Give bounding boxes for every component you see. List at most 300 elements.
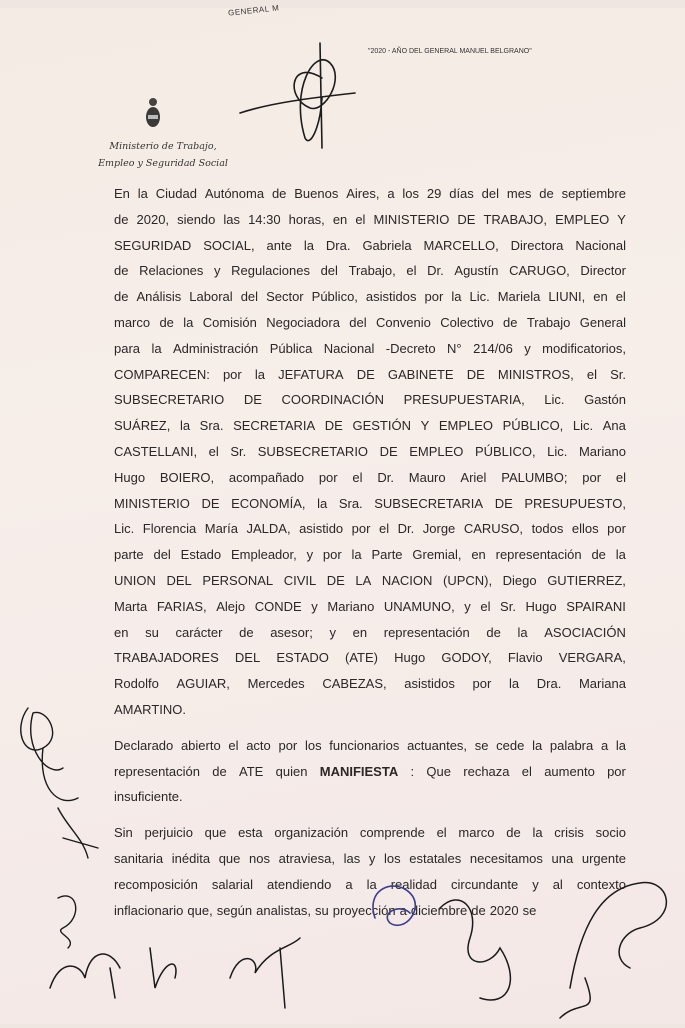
word: la bbox=[317, 495, 328, 511]
word: analistas, bbox=[256, 902, 312, 918]
word: de bbox=[114, 211, 129, 227]
text-line bbox=[114, 787, 626, 813]
word: y bbox=[311, 598, 318, 614]
signature-blue bbox=[365, 878, 435, 948]
text-line bbox=[114, 762, 626, 788]
word: la bbox=[137, 186, 148, 201]
word: SECRETARIA bbox=[233, 418, 316, 434]
word: VERGARA, bbox=[558, 650, 626, 666]
word: a bbox=[345, 876, 353, 892]
word: PERSONAL bbox=[202, 572, 274, 588]
word: Declarado bbox=[114, 737, 174, 753]
word: Sr. bbox=[230, 443, 247, 459]
word: DE bbox=[243, 392, 262, 408]
word: LIUNI, bbox=[548, 289, 586, 305]
word: en bbox=[332, 211, 348, 227]
word: Marta bbox=[114, 598, 148, 614]
word: María bbox=[204, 521, 238, 537]
word: a bbox=[387, 186, 395, 201]
word: su bbox=[315, 902, 329, 918]
word: contexto bbox=[576, 876, 626, 892]
word: sanitaria bbox=[114, 850, 164, 866]
word: socio bbox=[595, 825, 626, 841]
text-line bbox=[114, 365, 626, 391]
word: PRESUPUESTO, bbox=[524, 495, 626, 511]
word: Mariana bbox=[578, 676, 626, 692]
word: GUTIERREZ, bbox=[547, 572, 626, 588]
text-line bbox=[114, 571, 626, 597]
word: los bbox=[384, 850, 401, 866]
text-line bbox=[114, 823, 626, 849]
word: la bbox=[532, 737, 543, 753]
word: las bbox=[343, 850, 361, 866]
word: esta bbox=[238, 825, 263, 841]
word: GESTIÓN bbox=[352, 418, 411, 434]
word: y bbox=[524, 340, 531, 356]
word: de bbox=[591, 547, 606, 563]
word: Pública bbox=[269, 340, 313, 356]
word: realidad bbox=[390, 876, 437, 892]
word: TRABAJADORES bbox=[114, 650, 219, 666]
word: una bbox=[551, 850, 574, 866]
word: AMARTINO. bbox=[114, 701, 186, 717]
word: del bbox=[240, 289, 259, 305]
word: de bbox=[159, 314, 174, 330]
word: Sin bbox=[114, 825, 133, 841]
word: Regulaciones bbox=[231, 263, 310, 279]
word: la bbox=[517, 624, 528, 640]
word: de bbox=[539, 186, 554, 201]
word: MINISTERIO bbox=[373, 211, 450, 227]
word: UNION bbox=[114, 572, 156, 588]
word: DE bbox=[201, 495, 220, 511]
signature-top bbox=[230, 38, 360, 158]
word: necesitamos bbox=[469, 850, 543, 866]
word: COMPARECEN: bbox=[114, 366, 210, 382]
word: urgente bbox=[581, 850, 626, 866]
word: del bbox=[481, 186, 500, 201]
signature-bottom-row bbox=[40, 868, 680, 1028]
word: SUBSECRETARIO bbox=[257, 443, 369, 459]
word: acto bbox=[246, 737, 271, 753]
word: por bbox=[424, 289, 444, 305]
word: Sr. bbox=[610, 366, 626, 382]
word: Dra. bbox=[536, 676, 562, 692]
word: Convenio bbox=[375, 314, 431, 330]
word: la bbox=[254, 366, 265, 382]
word: Gremial, bbox=[412, 547, 462, 563]
word: (UPCN), bbox=[442, 572, 493, 588]
word: por bbox=[607, 521, 626, 537]
word: el bbox=[228, 737, 239, 753]
word: siendo bbox=[177, 211, 216, 227]
text-line bbox=[114, 648, 626, 674]
word: Que bbox=[426, 763, 451, 779]
word: Hugo bbox=[114, 469, 146, 485]
text-line bbox=[114, 545, 626, 571]
word: modificatorios, bbox=[542, 340, 626, 356]
text-line bbox=[114, 184, 626, 210]
word: Autónoma bbox=[204, 186, 265, 201]
word: N° bbox=[447, 340, 462, 356]
word: por bbox=[322, 547, 342, 563]
word: en bbox=[352, 624, 368, 640]
word: Mauro bbox=[408, 469, 446, 485]
word: de bbox=[503, 314, 518, 330]
word: la bbox=[303, 237, 314, 253]
word: que bbox=[218, 850, 241, 866]
word: 214/06 bbox=[473, 340, 513, 356]
word: el bbox=[352, 469, 363, 485]
word: DEL bbox=[166, 572, 192, 588]
word: la bbox=[451, 289, 462, 305]
word: JALDA, bbox=[246, 521, 291, 537]
word: Dr. bbox=[397, 521, 415, 537]
word: y bbox=[464, 598, 471, 614]
word: Trabajo bbox=[526, 314, 571, 330]
text-line bbox=[114, 674, 626, 700]
word: y bbox=[329, 624, 336, 640]
word: DE bbox=[326, 572, 345, 588]
text-line bbox=[114, 623, 626, 649]
ministry-line-1: Ministerio de Trabajo, bbox=[109, 141, 217, 152]
word: por bbox=[607, 763, 626, 779]
word: ECONOMÍA, bbox=[231, 495, 306, 511]
word: de bbox=[271, 186, 287, 201]
word: 14:30 bbox=[248, 211, 281, 227]
word: el bbox=[208, 443, 219, 459]
word: aumento bbox=[544, 763, 595, 779]
word: proyección bbox=[332, 902, 396, 918]
word: horas, bbox=[288, 211, 325, 227]
bold-word: MANIFIESTA bbox=[319, 763, 399, 779]
word: estatales bbox=[409, 850, 462, 866]
word: Análisis bbox=[136, 289, 182, 305]
word: Gastón bbox=[584, 392, 626, 408]
word: Lic. bbox=[544, 392, 565, 408]
word: Nacional bbox=[323, 340, 375, 356]
stamp-fragment: GENERAL M bbox=[227, 3, 280, 18]
word: Sra. bbox=[199, 418, 224, 434]
word: SUÁREZ, bbox=[114, 418, 171, 434]
word: (ATE) bbox=[345, 650, 378, 666]
word: SUBSECRETARIO bbox=[114, 392, 225, 408]
word: PALUMBO; bbox=[501, 469, 568, 485]
word: Parte bbox=[371, 547, 403, 563]
word: la bbox=[366, 876, 377, 892]
word: 29 bbox=[426, 186, 442, 201]
word: por bbox=[472, 676, 492, 692]
word: la bbox=[179, 418, 191, 434]
word: Estado bbox=[180, 547, 222, 563]
word: General bbox=[579, 314, 626, 330]
word: el bbox=[586, 366, 597, 382]
word: y bbox=[214, 263, 221, 279]
word: Ariel bbox=[460, 469, 487, 485]
argentina-coat-of-arms-icon bbox=[144, 96, 162, 132]
word: Hugo bbox=[525, 598, 557, 614]
word: BOIERO, bbox=[159, 469, 215, 485]
text-line bbox=[114, 416, 626, 442]
text-line bbox=[114, 390, 626, 416]
word: ATE bbox=[239, 763, 264, 779]
word: los bbox=[304, 737, 322, 753]
text-line bbox=[114, 442, 626, 468]
word: de bbox=[471, 902, 486, 918]
word: al bbox=[552, 876, 563, 892]
word: comprende bbox=[359, 825, 425, 841]
word: el bbox=[521, 763, 532, 779]
paragraph bbox=[114, 736, 626, 813]
year-motto: "2020 - AÑO DEL GENERAL MANUEL BELGRANO" bbox=[368, 48, 532, 55]
word: Mariano bbox=[327, 598, 375, 614]
text-line bbox=[114, 494, 626, 520]
word: TRABAJO, bbox=[483, 211, 548, 227]
ministry-line-2: Empleo y Seguridad Social bbox=[98, 158, 228, 169]
word: Público, bbox=[311, 289, 358, 305]
word: se bbox=[474, 737, 489, 753]
word: Negociadora bbox=[266, 314, 340, 330]
word: MARCELLO, bbox=[423, 237, 499, 253]
word: en bbox=[114, 624, 129, 640]
word: a bbox=[399, 902, 407, 918]
word: Dr. bbox=[427, 263, 444, 279]
text-line bbox=[114, 287, 626, 313]
word: la bbox=[615, 737, 626, 753]
word: de bbox=[114, 289, 129, 305]
word: EMPLEO bbox=[555, 211, 610, 227]
word: PRESUPUESTARIA, bbox=[403, 392, 525, 408]
word: CARUGO, bbox=[509, 263, 570, 279]
word: funcionarios bbox=[329, 737, 400, 753]
word: el bbox=[378, 521, 390, 537]
word: Comisión bbox=[202, 314, 257, 330]
word: CIVIL bbox=[283, 572, 317, 588]
word: SEGURIDAD bbox=[114, 237, 192, 253]
word: el bbox=[406, 263, 417, 279]
word: CABEZAS, bbox=[322, 676, 387, 692]
word: del bbox=[153, 547, 171, 563]
word: ESTADO bbox=[276, 650, 329, 666]
word: Mercedes bbox=[247, 676, 305, 692]
word: actuantes, bbox=[407, 737, 468, 753]
word: las bbox=[223, 211, 241, 227]
word: que, bbox=[187, 902, 213, 918]
word: y bbox=[368, 850, 376, 866]
word: Dra. bbox=[325, 237, 351, 253]
word: LA bbox=[355, 572, 372, 588]
word: Empleador, bbox=[230, 547, 297, 563]
word: CONDE bbox=[254, 598, 302, 614]
word: de bbox=[486, 624, 501, 640]
word: y bbox=[532, 876, 539, 892]
text-line bbox=[114, 519, 626, 545]
word: : bbox=[410, 763, 415, 779]
word: DE bbox=[356, 366, 375, 382]
word: representación bbox=[114, 763, 200, 779]
word: Ana bbox=[602, 418, 626, 434]
word: en bbox=[471, 547, 486, 563]
word: CASTELLANI, bbox=[114, 443, 198, 459]
paragraph-gap bbox=[114, 726, 626, 736]
word: Sector bbox=[266, 289, 304, 305]
word: cede bbox=[496, 737, 525, 753]
text-line bbox=[114, 210, 626, 236]
word: ellos bbox=[571, 521, 599, 537]
paragraph bbox=[114, 184, 626, 726]
word: por bbox=[318, 469, 338, 485]
word: días bbox=[449, 186, 474, 201]
word: representación bbox=[495, 547, 582, 563]
word: MINISTROS, bbox=[497, 366, 574, 382]
word: rechaza bbox=[463, 763, 510, 779]
word: de bbox=[114, 263, 129, 279]
paragraph-gap bbox=[114, 813, 626, 823]
word: que bbox=[204, 825, 227, 841]
word: quien bbox=[275, 763, 308, 779]
word: la bbox=[151, 340, 162, 356]
word: Diego bbox=[502, 572, 537, 588]
word: asistidos bbox=[365, 289, 417, 305]
word: la bbox=[615, 547, 626, 563]
word: por bbox=[582, 469, 602, 485]
word: para bbox=[114, 340, 141, 356]
word: SPAIRANI bbox=[566, 598, 626, 614]
word: Colectivo bbox=[440, 314, 494, 330]
word: SOCIAL, bbox=[203, 237, 255, 253]
word: la bbox=[508, 676, 520, 692]
word: acompañado bbox=[228, 469, 305, 485]
word: de bbox=[506, 825, 521, 841]
word: FARIAS, bbox=[156, 598, 207, 614]
word: Y bbox=[420, 418, 430, 434]
word: el bbox=[436, 825, 447, 841]
word: Lic. bbox=[114, 521, 135, 537]
word: los bbox=[402, 186, 420, 201]
word: insuficiente. bbox=[114, 789, 183, 805]
word: Buenos bbox=[294, 186, 339, 201]
word: MINISTERIO bbox=[114, 495, 190, 511]
word: DE bbox=[466, 366, 485, 382]
word: ASOCIACIÓN bbox=[544, 624, 626, 640]
word: se bbox=[522, 902, 537, 918]
text-line bbox=[114, 736, 626, 762]
text-line bbox=[114, 339, 626, 365]
word: inédita bbox=[171, 850, 211, 866]
word: Lic. bbox=[572, 418, 594, 434]
word: DE bbox=[457, 211, 476, 227]
word: palabra bbox=[549, 737, 594, 753]
document-body bbox=[114, 184, 626, 926]
word: y bbox=[306, 547, 314, 563]
word: Flavio bbox=[507, 650, 543, 666]
word: JEFATURA bbox=[278, 366, 344, 382]
word: Director bbox=[580, 263, 626, 279]
word: atraviesa, bbox=[278, 850, 335, 866]
word: del bbox=[320, 263, 338, 279]
word: representación bbox=[383, 624, 470, 640]
word: nos bbox=[249, 850, 270, 866]
word: asistidos bbox=[404, 676, 455, 692]
word: por bbox=[351, 521, 371, 537]
word: CARUSO, bbox=[463, 521, 524, 537]
word: la bbox=[532, 825, 543, 841]
word: la bbox=[183, 314, 194, 330]
word: organización bbox=[274, 825, 349, 841]
word: UNAMUNO, bbox=[383, 598, 455, 614]
word: DE bbox=[379, 443, 398, 459]
word: Lic. bbox=[469, 289, 490, 305]
word: Nacional bbox=[575, 237, 626, 253]
word: diciembre bbox=[410, 902, 468, 918]
word: septiembre bbox=[561, 186, 626, 201]
text-line bbox=[114, 597, 626, 623]
word: Y bbox=[617, 211, 626, 227]
word: NACION bbox=[381, 572, 433, 588]
word: GABINETE bbox=[387, 366, 454, 382]
word: DE bbox=[324, 418, 343, 434]
word: asesor; bbox=[270, 624, 313, 640]
word: recomposición bbox=[114, 876, 198, 892]
word: mes bbox=[506, 186, 532, 201]
word: Agustín bbox=[454, 263, 499, 279]
word: Trabajo, bbox=[348, 263, 396, 279]
word: PÚBLICO, bbox=[474, 443, 536, 459]
word: parte bbox=[114, 547, 144, 563]
word: Mariela bbox=[497, 289, 541, 305]
text-line bbox=[114, 468, 626, 494]
word: Ciudad bbox=[155, 186, 197, 201]
word: DE bbox=[494, 495, 513, 511]
word: marco bbox=[114, 314, 151, 330]
word: el bbox=[615, 469, 626, 485]
word: Gabriela bbox=[362, 237, 412, 253]
word: Relaciones bbox=[139, 263, 204, 279]
word: por bbox=[278, 737, 298, 753]
word: el bbox=[480, 598, 491, 614]
word: de bbox=[239, 624, 254, 640]
word: AGUIAR, bbox=[176, 676, 230, 692]
word: marco bbox=[458, 825, 495, 841]
word: todos bbox=[531, 521, 564, 537]
text-line bbox=[114, 236, 626, 262]
word: Dr. bbox=[377, 469, 394, 485]
word: Jorge bbox=[422, 521, 456, 537]
word: GODOY, bbox=[441, 650, 492, 666]
word: Sr. bbox=[500, 598, 516, 614]
word: el bbox=[615, 289, 626, 305]
word: circundante bbox=[450, 876, 519, 892]
text-line bbox=[114, 261, 626, 287]
word: Alejo bbox=[216, 598, 246, 614]
word: en bbox=[593, 289, 608, 305]
word: ante bbox=[266, 237, 292, 253]
word: Lic. bbox=[547, 443, 568, 459]
word: En bbox=[114, 186, 130, 201]
word: el bbox=[355, 211, 366, 227]
word: del bbox=[349, 314, 367, 330]
word: según bbox=[216, 902, 253, 918]
word: carácter bbox=[175, 624, 223, 640]
word: Directora bbox=[510, 237, 564, 253]
word: -Decreto bbox=[385, 340, 436, 356]
word: Laboral bbox=[189, 289, 233, 305]
word: Rodolfo bbox=[114, 676, 159, 692]
word: su bbox=[145, 624, 159, 640]
word: Hugo bbox=[394, 650, 426, 666]
word: COORDINACIÓN bbox=[281, 392, 385, 408]
word: salarial bbox=[211, 876, 254, 892]
